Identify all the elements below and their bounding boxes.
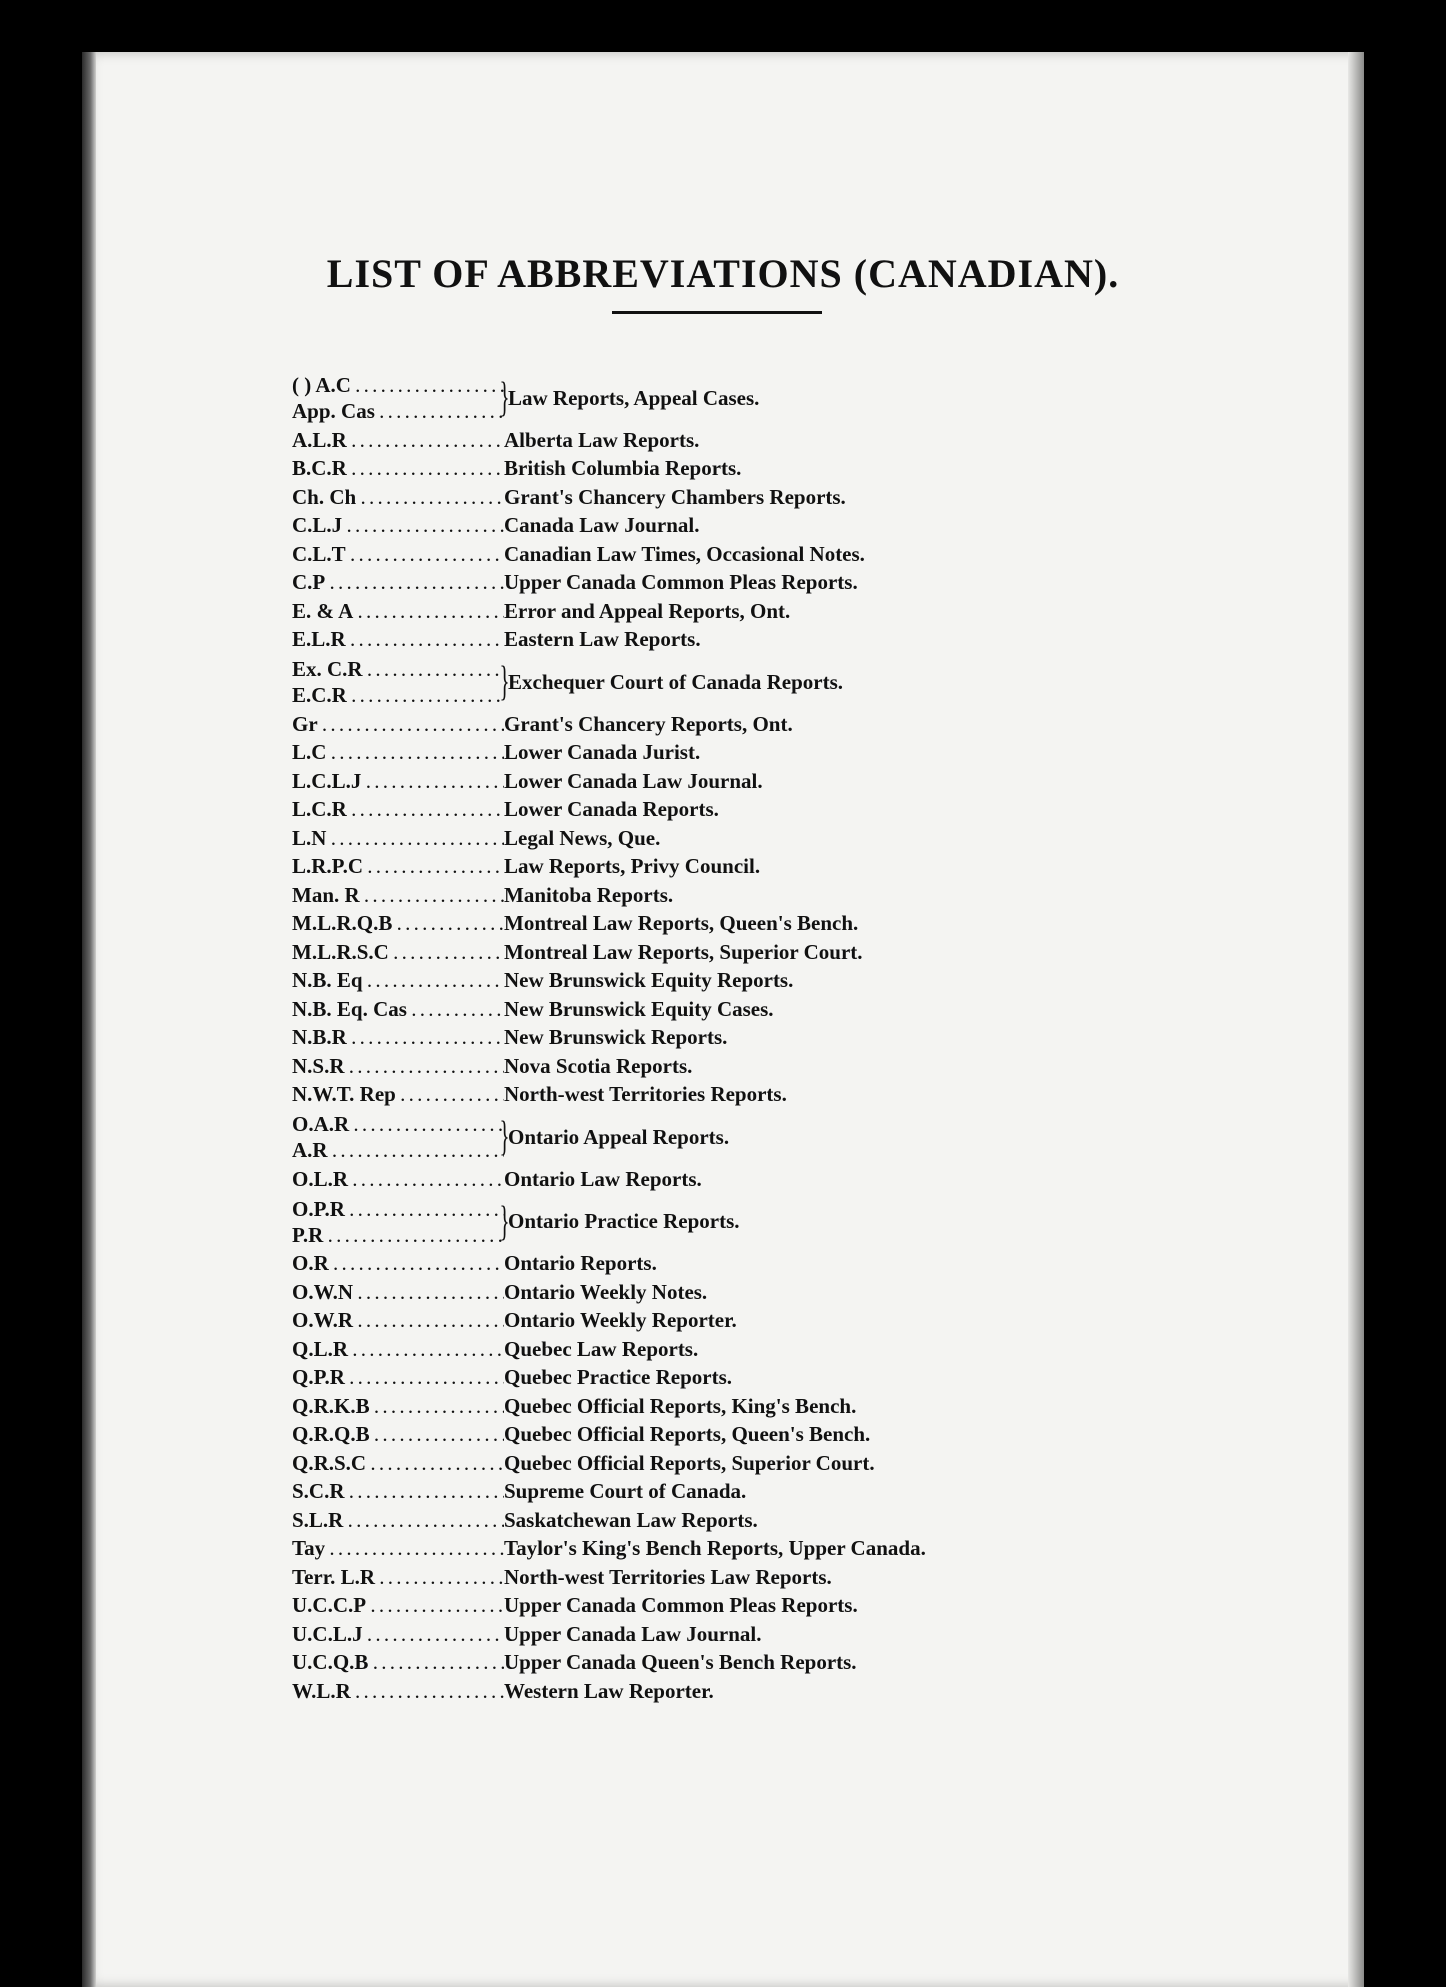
abbreviation-entry (292, 512, 1192, 541)
abbreviation-meaning: Taylor's King's Bench Reports, Upper Canada. (504, 1536, 926, 1561)
abbreviation-meaning: Nova Scotia Reports. (504, 1053, 693, 1078)
abbreviation-code: C.P . . . (292, 570, 504, 595)
brace-mark: } (499, 1114, 510, 1160)
abbreviation-meaning: Exchequer Court of Canada Reports. (508, 669, 844, 694)
abbreviation-meaning: Ontario Appeal Reports. (508, 1124, 730, 1149)
abbreviation-meaning: Canada Law Journal. (504, 513, 700, 538)
abbreviation-code: Tay . . . (292, 1536, 504, 1561)
abbreviation-code: L.R.P.C . . . (292, 854, 504, 879)
abbreviation-code: C.L.J . . . (292, 513, 504, 538)
abbreviation-meaning: Alberta Law Reports. (504, 427, 700, 452)
abbreviation-code: Q.P.R . . . (292, 1365, 504, 1390)
abbreviation-meaning: Ontario Law Reports. (504, 1166, 702, 1191)
abbreviation-entry (292, 1506, 1192, 1535)
brace-mark: } (499, 659, 510, 705)
abbreviation-entry (292, 1111, 1192, 1163)
abbreviation-code: W.L.R . . . (292, 1679, 504, 1704)
abbreviation-code: Ch. Ch . . . (292, 485, 504, 510)
abbreviation-code: L.C . . . (292, 740, 504, 765)
abbreviation-meaning: Lower Canada Law Journal. (504, 768, 763, 793)
abbreviation-entry (292, 881, 1192, 910)
abbreviation-entry (292, 910, 1192, 939)
abbreviation-meaning: Quebec Official Reports, King's Bench. (504, 1393, 857, 1418)
abbreviation-entry (292, 1196, 1192, 1248)
abbreviation-code: L.C.L.J . . . (292, 769, 504, 794)
abbreviation-code: A.L.R . . . (292, 428, 504, 453)
abbreviation-meaning: Grant's Chancery Reports, Ont. (504, 711, 793, 736)
abbreviation-entry (292, 1335, 1192, 1364)
abbreviation-code: C.L.T . . . (292, 542, 504, 567)
abbreviation-entry (292, 426, 1192, 455)
abbreviation-meaning: Quebec Law Reports. (504, 1336, 699, 1361)
abbreviation-meaning: Upper Canada Common Pleas Reports. (504, 1593, 858, 1618)
abbreviation-entry (292, 796, 1192, 825)
brace-mark: } (499, 375, 510, 421)
abbreviation-meaning: Quebec Official Reports, Superior Court. (504, 1450, 875, 1475)
abbreviation-meaning: Law Reports, Appeal Cases. (508, 385, 760, 410)
abbreviation-meaning: Legal News, Que. (504, 825, 661, 850)
abbreviation-entry (292, 656, 1192, 708)
abbreviation-code: O.A.R . . . (292, 1111, 504, 1137)
abbreviation-code: S.C.R . . . (292, 1479, 504, 1504)
abbreviation-entry (292, 1250, 1192, 1279)
abbreviation-meaning: New Brunswick Equity Cases. (504, 996, 774, 1021)
abbreviation-code: Q.L.R . . . (292, 1337, 504, 1362)
abbreviation-entry (292, 1081, 1192, 1110)
abbreviation-entry (292, 455, 1192, 484)
abbreviation-entry (292, 1677, 1192, 1706)
abbreviation-entry (292, 372, 1192, 424)
abbreviation-code: L.N . . . (292, 826, 504, 851)
abbreviation-meaning: Canadian Law Times, Occasional Notes. (504, 541, 865, 566)
abbreviation-meaning: Grant's Chancery Chambers Reports. (504, 484, 846, 509)
abbreviation-meaning: Quebec Official Reports, Queen's Bench. (504, 1422, 871, 1447)
abbreviation-meaning: Quebec Practice Reports. (504, 1365, 732, 1390)
abbreviation-meaning: North-west Territories Law Reports. (504, 1564, 832, 1589)
abbreviation-meaning: Ontario Practice Reports. (508, 1209, 740, 1233)
abbreviation-entry (292, 1449, 1192, 1478)
abbreviation-meaning: Eastern Law Reports. (504, 627, 701, 652)
abbreviation-entry (292, 569, 1192, 598)
abbreviation-code: Man. R . . . (292, 883, 504, 908)
abbreviation-entry (292, 1592, 1192, 1621)
abbreviation-meaning: Ontario Weekly Reporter. (504, 1308, 737, 1333)
abbreviation-entry (292, 1307, 1192, 1336)
abbreviation-entry (292, 1052, 1192, 1081)
abbreviation-code: ( ) A.C . . . (292, 372, 504, 398)
abbreviation-entry (292, 938, 1192, 967)
abbreviation-entry (292, 1563, 1192, 1592)
abbreviation-meaning: British Columbia Reports. (504, 456, 742, 481)
abbreviation-entry (292, 483, 1192, 512)
abbreviation-code: O.W.N . . . (292, 1280, 504, 1305)
abbreviation-entry (292, 1649, 1192, 1678)
abbreviation-code: N.B. Eq . . . (292, 968, 504, 993)
abbreviation-code: B.C.R . . . (292, 456, 504, 481)
abbreviation-meaning: Lower Canada Reports. (504, 797, 719, 822)
abbreviation-meaning: New Brunswick Reports. (504, 1025, 728, 1050)
abbreviation-meaning: Law Reports, Privy Council. (504, 854, 761, 879)
abbreviation-code: U.C.L.J . . . (292, 1622, 504, 1647)
abbreviation-entry (292, 767, 1192, 796)
abbreviation-code: E. & A . . . (292, 599, 504, 624)
abbreviation-entry (292, 995, 1192, 1024)
abbreviation-code: N.B. Eq. Cas . . . (292, 997, 504, 1022)
abbreviation-entry (292, 1421, 1192, 1450)
abbreviation-entry (292, 1165, 1192, 1194)
abbreviation-meaning: New Brunswick Equity Reports. (504, 968, 794, 993)
abbreviation-meaning: Lower Canada Jurist. (504, 740, 701, 765)
abbreviation-entry (292, 1620, 1192, 1649)
abbreviation-entry (292, 1278, 1192, 1307)
abbreviation-entry (292, 1478, 1192, 1507)
abbreviation-code: L.C.R . . . (292, 797, 504, 822)
book-page (82, 52, 1364, 1987)
abbreviation-meaning: Error and Appeal Reports, Ont. (504, 598, 791, 623)
abbreviation-code: Ex. C.R . . . (292, 656, 504, 682)
abbreviation-meaning: Montreal Law Reports, Queen's Bench. (504, 911, 859, 936)
abbreviation-entry (292, 1392, 1192, 1421)
abbreviation-code: M.L.R.Q.B . . . (292, 911, 504, 936)
abbreviation-entry (292, 739, 1192, 768)
brace-mark: } (499, 1198, 510, 1245)
abbreviation-code: Terr. L.R . . . (292, 1565, 504, 1590)
abbreviation-meaning: Saskatchewan Law Reports. (504, 1507, 758, 1532)
abbreviation-code: O.W.R . . . (292, 1308, 504, 1333)
abbreviation-meaning: Upper Canada Common Pleas Reports. (504, 570, 858, 595)
abbreviation-code: Q.R.Q.B . . . (292, 1422, 504, 1447)
abbreviation-meaning: Upper Canada Queen's Bench Reports. (504, 1650, 857, 1675)
abbreviation-code: S.L.R . . . (292, 1508, 504, 1533)
abbreviation-code: Q.R.K.B . . . (292, 1394, 504, 1419)
abbreviation-code: Q.R.S.C . . . (292, 1451, 504, 1476)
abbreviation-meaning: Supreme Court of Canada. (504, 1479, 747, 1504)
abbreviation-meaning: Manitoba Reports. (504, 882, 674, 907)
abbreviation-entry (292, 597, 1192, 626)
abbreviation-code: P.R . . . (292, 1222, 504, 1248)
abbreviation-list (292, 370, 1192, 1706)
abbreviation-entry (292, 540, 1192, 569)
abbreviation-code: N.S.R . . . (292, 1054, 504, 1079)
abbreviation-entry (292, 626, 1192, 655)
abbreviation-code: M.L.R.S.C . . . (292, 940, 504, 965)
abbreviation-entry (292, 710, 1192, 739)
abbreviation-entry (292, 1364, 1192, 1393)
abbreviation-meaning: Upper Canada Law Journal. (504, 1621, 762, 1646)
abbreviation-entry (292, 1535, 1192, 1564)
abbreviation-code: O.P.R . . . (292, 1196, 504, 1222)
abbreviation-code: Gr . . . (292, 712, 504, 737)
abbreviation-code: O.R . . . (292, 1251, 504, 1276)
abbreviation-meaning: Western Law Reporter. (504, 1678, 714, 1703)
page-edge (1348, 52, 1364, 1987)
abbreviation-meaning: Montreal Law Reports, Superior Court. (504, 939, 863, 964)
abbreviation-code: E.L.R . . . (292, 627, 504, 652)
abbreviation-entry (292, 824, 1192, 853)
page-spine (82, 52, 96, 1987)
abbreviation-code: N.B.R . . . (292, 1025, 504, 1050)
abbreviation-meaning: North-west Territories Reports. (504, 1082, 787, 1107)
abbreviation-code: U.C.Q.B . . . (292, 1650, 504, 1675)
abbreviation-code: E.C.R . . . (292, 682, 504, 708)
title-rule (612, 311, 822, 314)
abbreviation-code: A.R . . . (292, 1137, 504, 1163)
abbreviation-meaning: Ontario Weekly Notes. (504, 1279, 708, 1304)
abbreviation-entry (292, 967, 1192, 996)
page-title: LIST OF ABBREVIATIONS (CANADIAN). (326, 251, 1120, 296)
abbreviation-entry (292, 1024, 1192, 1053)
abbreviation-entry (292, 853, 1192, 882)
abbreviation-meaning: Ontario Reports. (504, 1251, 657, 1276)
abbreviation-code: N.W.T. Rep . . . (292, 1082, 504, 1107)
abbreviation-code: U.C.C.P . . . (292, 1593, 504, 1618)
abbreviation-code: App. Cas . . . (292, 398, 504, 424)
abbreviation-code: O.L.R . . . (292, 1167, 504, 1192)
